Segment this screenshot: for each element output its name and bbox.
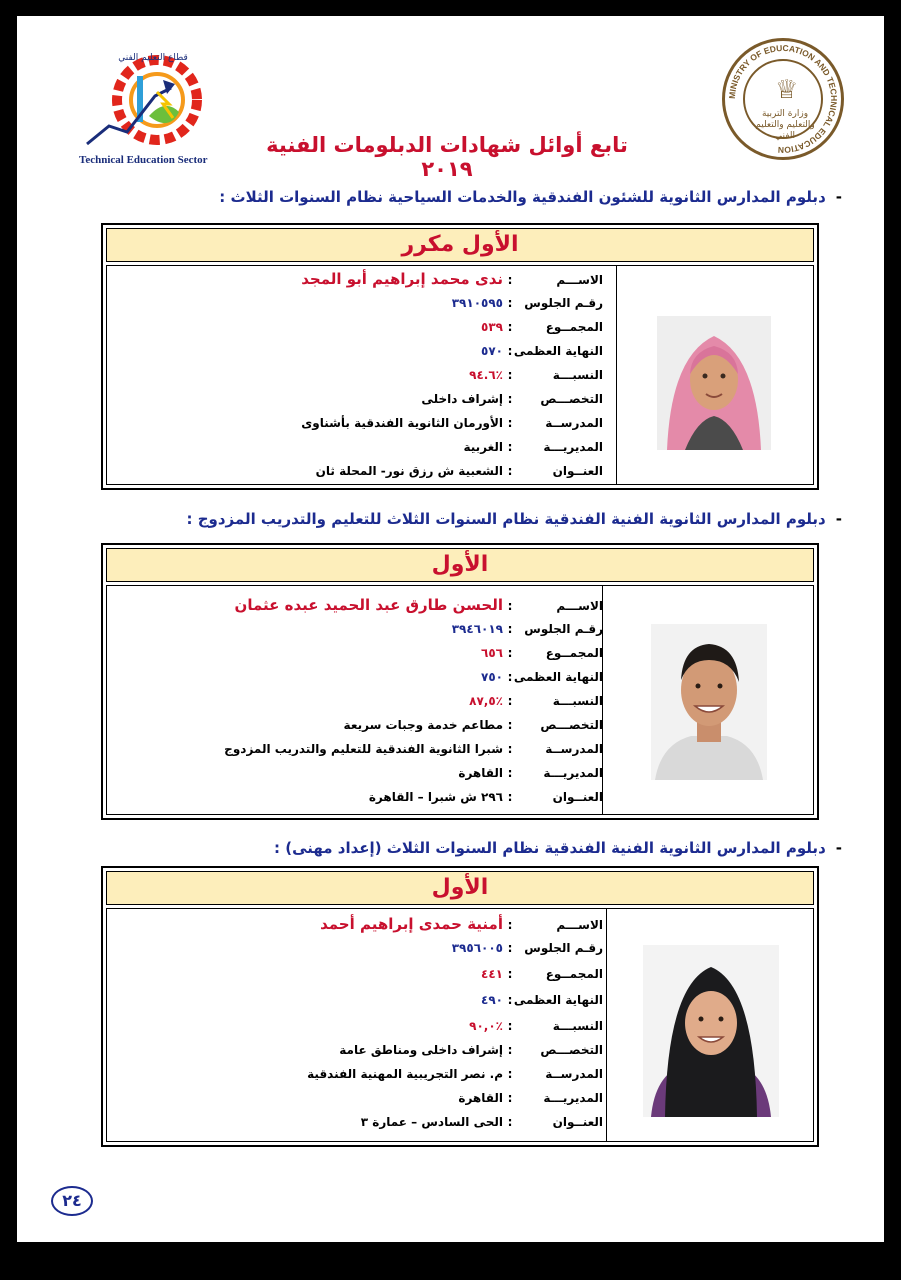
field-label: المديريـــة: [543, 766, 603, 780]
svg-text:قطاع التعليم الفني: قطاع التعليم الفني: [118, 53, 188, 63]
page-number: ٢٤: [51, 1186, 93, 1216]
field-colon: :: [507, 718, 513, 732]
field-value: الغربية: [463, 440, 503, 454]
field-label: المجمــوع: [545, 646, 603, 660]
field-colon: :: [507, 392, 513, 406]
field-specialization: [421, 392, 603, 414]
field-specialization: [339, 1043, 603, 1065]
field-colon: :: [507, 993, 513, 1007]
field-label: النهاية العظمى: [513, 344, 603, 358]
field-percentage: [469, 694, 603, 716]
field-colon: :: [507, 646, 513, 660]
field-label: المدرســة: [545, 416, 603, 430]
field-colon: :: [507, 1043, 513, 1057]
student-name: الحسن طارق عبد الحميد عبده عثمان: [234, 596, 503, 614]
section-heading-1: -دبلوم المدارس الثانوية للشئون الفندقية والخدمات السياحية نظام السنوات الثلاث :: [219, 188, 842, 206]
field-directorate: [463, 440, 603, 462]
field-label: التخصـــص: [540, 392, 603, 406]
field-seat: [452, 296, 603, 318]
field-value: ٥٧٠: [481, 344, 503, 358]
student-card-2: [101, 543, 819, 820]
field-value: الأورمان الثانوية الفندقية بأشناوى: [301, 416, 503, 430]
field-colon: :: [507, 670, 513, 684]
field-address: [361, 1115, 603, 1137]
field-label: المجمــوع: [545, 967, 603, 981]
field-colon: :: [507, 941, 513, 955]
field-label: الاســـم: [556, 599, 603, 613]
field-label: الاســـم: [556, 918, 603, 932]
field-value: ٧٥٠: [481, 670, 503, 684]
field-colon: :: [507, 273, 513, 287]
field-colon: :: [507, 344, 513, 358]
field-colon: :: [507, 918, 513, 932]
rank-label: الأول: [106, 548, 814, 582]
field-address: [369, 790, 603, 812]
ministry-seal-logo: [722, 38, 844, 160]
field-max: [481, 670, 603, 692]
field-value: إشراف داخلى: [421, 392, 503, 406]
field-colon: :: [507, 1019, 513, 1033]
field-value: مطاعم خدمة وجبات سريعة: [343, 718, 503, 732]
field-school: [307, 1067, 603, 1089]
field-value: ٢٩٦ ش شبرا – القاهرة: [368, 790, 503, 804]
document-page: [17, 16, 884, 1242]
field-label: المدرســة: [545, 1067, 603, 1081]
field-colon: :: [507, 967, 513, 981]
field-colon: :: [507, 599, 513, 613]
field-label: رقـم الجلوس: [524, 941, 603, 955]
field-colon: :: [507, 742, 513, 756]
field-colon: :: [507, 440, 513, 454]
field-label: التخصـــص: [540, 718, 603, 732]
field-label: رقـم الجلوس: [524, 622, 603, 636]
field-value: ٤٤١: [481, 967, 503, 981]
field-max: [481, 993, 603, 1015]
field-label: العنــوان: [552, 464, 603, 478]
field-value: ٦٥٦: [481, 646, 503, 660]
field-colon: :: [507, 790, 513, 804]
field-colon: :: [507, 464, 513, 478]
field-total: [481, 967, 603, 989]
eagle-emblem-icon: ♕: [775, 75, 799, 105]
logo-caption: Technical Education Sector: [79, 154, 208, 166]
field-specialization: [344, 718, 603, 740]
field-value: ٥٣٩: [481, 320, 503, 334]
gear-chart-icon: [79, 46, 209, 154]
field-value: ٪٩٠,٠: [469, 1019, 503, 1033]
field-name: [320, 915, 603, 937]
field-name: [301, 270, 603, 292]
field-label: المديريـــة: [543, 440, 603, 454]
field-total: [481, 320, 603, 342]
field-percentage: [469, 1019, 603, 1041]
student-photo: [657, 316, 771, 450]
section-heading-3: -دبلوم المدارس الثانوية الفنية الفندقية نظام السنوات الثلاث (إعداد مهنى) :: [274, 839, 842, 857]
field-percentage: [469, 368, 603, 390]
field-label: المديريـــة: [543, 1091, 603, 1105]
field-label: النهاية العظمى: [513, 670, 603, 684]
field-label: النسبـــة: [552, 368, 603, 382]
field-seat: [452, 941, 603, 963]
field-colon: :: [507, 1091, 513, 1105]
field-label: المدرســة: [545, 742, 603, 756]
student-photo: [651, 624, 767, 780]
field-label: العنــوان: [552, 1115, 603, 1129]
rank-label: الأول: [106, 871, 814, 905]
field-colon: :: [507, 296, 513, 310]
student-card-3: [101, 866, 819, 1147]
field-colon: :: [507, 368, 513, 382]
field-value: القاهرة: [458, 1091, 503, 1105]
field-value: ٣٩١٠٥٩٥: [451, 296, 503, 310]
field-label: العنــوان: [552, 790, 603, 804]
field-colon: :: [507, 766, 513, 780]
field-value: الشعبية ش رزق نور- المحلة ثان: [315, 464, 503, 478]
field-label: التخصـــص: [540, 1043, 603, 1057]
field-school: [224, 742, 603, 764]
field-value: الحى السادس – عمارة ٣: [360, 1115, 503, 1129]
field-value: ٪٨٧,٥: [469, 694, 503, 708]
student-name: ندى محمد إبراهيم أبو المجد: [301, 270, 503, 288]
field-label: النسبـــة: [552, 694, 603, 708]
field-value: ٤٩٠: [481, 993, 503, 1007]
field-label: رقـم الجلوس: [524, 296, 603, 310]
field-value: م. نصر التجريبية المهنية الفندقية: [307, 1067, 503, 1081]
field-value: القاهرة: [458, 766, 503, 780]
student-card-1: [101, 223, 819, 490]
field-colon: :: [507, 694, 513, 708]
field-value: ٣٩٥٦٠٠٥: [451, 941, 503, 955]
rank-label: الأول مكرر: [106, 228, 814, 262]
technical-education-logo: [79, 46, 209, 176]
field-colon: :: [507, 622, 513, 636]
student-name: أمنية حمدى إبراهيم أحمد: [320, 915, 503, 933]
field-max: [481, 344, 603, 366]
field-label: النهاية العظمى: [513, 993, 603, 1007]
field-total: [481, 646, 603, 668]
page-title: تابع أوائل شهادات الدبلومات الفنية ٢٠١٩: [266, 133, 628, 181]
field-colon: :: [507, 416, 513, 430]
field-address: [316, 464, 603, 486]
field-label: الاســـم: [556, 273, 603, 287]
field-colon: :: [507, 1115, 513, 1129]
svg-text:MINISTRY OF EDUCATION AND TECH: MINISTRY OF EDUCATION AND TECHNICAL EDUCATION: [726, 42, 840, 156]
field-colon: :: [507, 1067, 513, 1081]
student-photo: [643, 945, 779, 1117]
seal-arabic-text: وزارة التربية والتعليم والتعليم الفني: [755, 109, 815, 141]
field-value: ٪٩٤.٦: [469, 368, 503, 382]
field-label: المجمــوع: [545, 320, 603, 334]
field-seat: [452, 622, 603, 644]
field-school: [301, 416, 603, 438]
field-value: إشراف داخلى ومناطق عامة: [339, 1043, 503, 1057]
field-label: النسبـــة: [552, 1019, 603, 1033]
field-value: شبرا الثانوية الفندقية للتعليم والتدريب المزدوج: [224, 742, 503, 756]
field-value: ٣٩٤٦٠١٩: [451, 622, 503, 636]
field-name: [235, 596, 603, 618]
field-colon: :: [507, 320, 513, 334]
section-heading-2: -دبلوم المدارس الثانوية الفنية الفندقية نظام السنوات الثلاث للتعليم والتدريب المزدوج :: [186, 510, 842, 528]
field-directorate: [458, 1091, 603, 1113]
field-directorate: [458, 766, 603, 788]
